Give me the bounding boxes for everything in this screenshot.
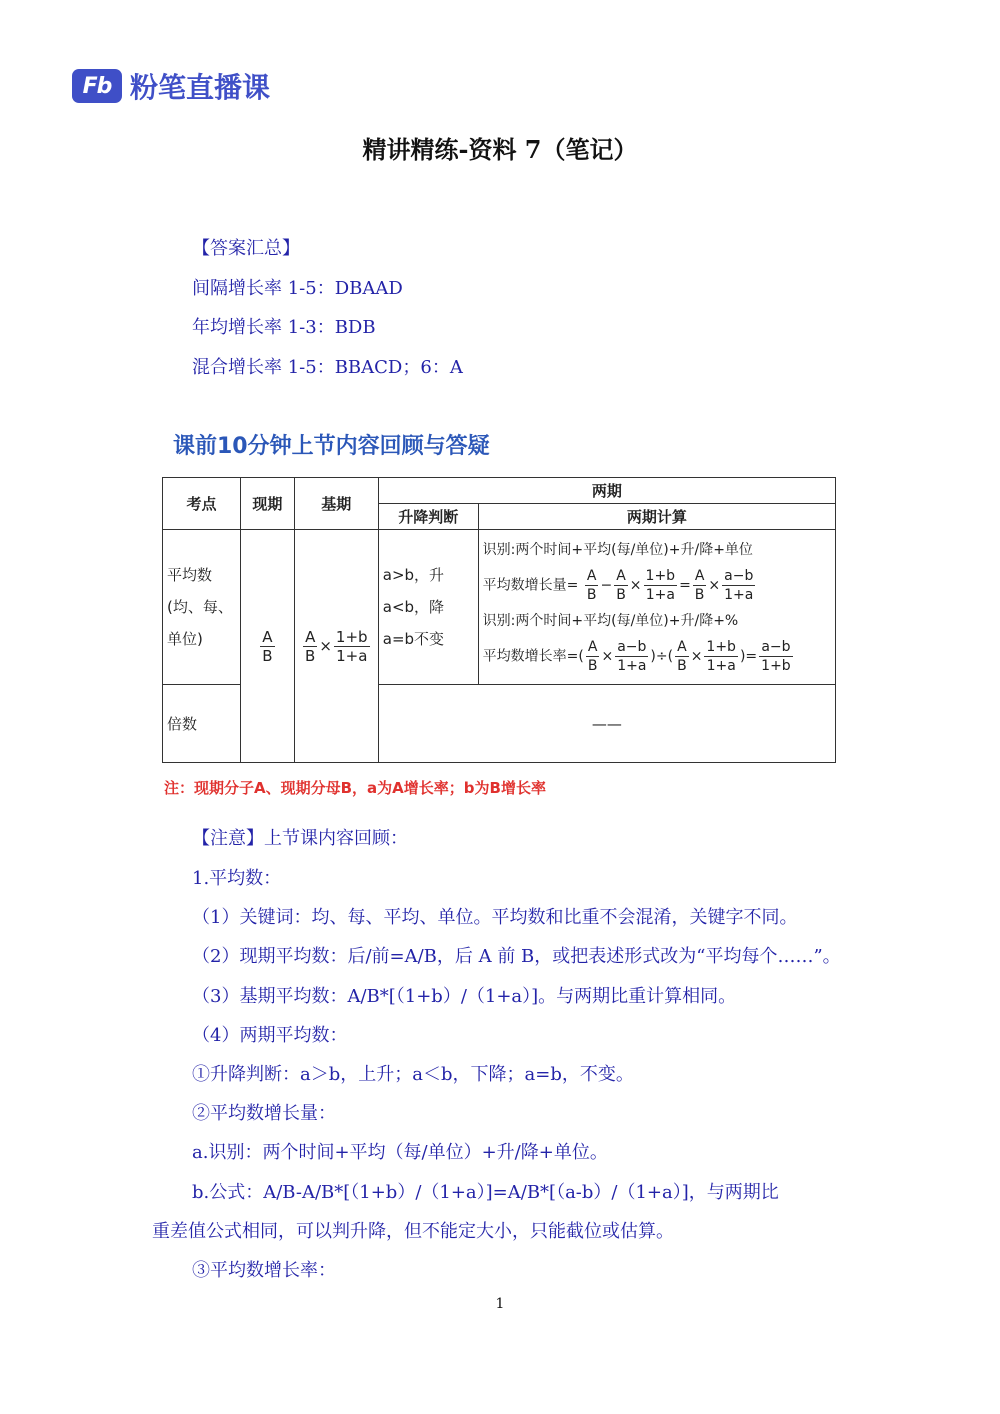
note-line: （1）关键词：均、每、平均、单位。平均数和比重不会混淆，关键字不同。	[192, 907, 798, 928]
frac-den: 1+a	[336, 646, 368, 665]
recap-table	[162, 477, 836, 763]
frac-num: 1+b	[335, 627, 368, 646]
header-kaodian: 考点	[163, 478, 241, 530]
answers-heading: 【答案汇总】	[192, 238, 300, 259]
header-shengjiang: 升降判断	[378, 504, 478, 530]
note-line: ③平均数增长率：	[192, 1260, 336, 1281]
note-line: 重差值公式相同，可以判升降，但不能定大小，只能截位或估算。	[152, 1221, 674, 1242]
note-line: a.识别：两个时间+平均（每/单位）+升/降+单位。	[192, 1142, 608, 1163]
row-multiple-label: 倍数	[163, 685, 241, 763]
frac-num: A	[303, 628, 317, 647]
header-xianqi: 现期	[240, 478, 294, 530]
cell-xianqi	[240, 530, 294, 763]
note-line: ②平均数增长量：	[192, 1103, 336, 1124]
times-sign: ×	[319, 636, 332, 655]
brand-name: 粉笔直播课	[130, 71, 271, 104]
formula-label: 平均数增长量=	[482, 577, 579, 594]
note-line: （3）基期平均数：A/B*[（1+b）/（1+a）]。与两期比重计算相同。	[192, 986, 737, 1007]
recap-figure	[160, 425, 850, 810]
calc-formula-increment: 平均数增长量= $\frac{A}{B}$ − $\frac{A}{B}$ × $\frac{1+b}{1+a}$ = $\frac{A}{B}$ × $\frac{a-b}{1+a}$	[482, 568, 754, 603]
page-title: 精讲精练-资料 7（笔记）	[362, 135, 638, 164]
header-liangqi: 两期	[378, 478, 835, 504]
note-line: （4）两期平均数：	[192, 1025, 348, 1046]
answer-line: 间隔增长率 1-5：DBAAD	[192, 278, 403, 299]
cell-liangqi-calc	[478, 530, 835, 685]
note-line: ①升降判断：a＞b，上升；a＜b，下降；a=b，不变。	[192, 1064, 634, 1085]
figure-heading: 课前10分钟上节内容回顾与答疑	[173, 434, 490, 459]
cell-jiqi	[294, 530, 378, 763]
header-jiqi: 基期	[294, 478, 378, 530]
fraction-growth	[334, 628, 370, 665]
page-number: 1	[495, 1296, 505, 1312]
fraction-a-over-b	[260, 628, 274, 665]
header-jisuan: 两期计算	[478, 504, 835, 530]
note-line: b.公式：A/B-A/B*[（1+b）/（1+a）]=A/B*[（a-b）/（1+a）]，与两期比	[192, 1182, 779, 1203]
frac-num: A	[260, 628, 274, 647]
cell-multiple-dash: ——	[378, 685, 835, 763]
answer-line: 混合增长率 1-5：BBACD；6：A	[192, 357, 463, 378]
formula-label: 平均数增长率=	[482, 648, 579, 665]
calc-identify-1: 识别:两个时间+平均(每/单位)+升/降+单位	[482, 542, 753, 558]
note-line: 1.平均数：	[192, 868, 282, 889]
fraction-a-over-b	[303, 628, 317, 665]
figure-note: 注：现期分子A、现期分母B，a为A增长率；b为B增长率	[164, 779, 546, 797]
calc-identify-2: 识别:两个时间+平均(每/单位)+升/降+%	[482, 613, 739, 629]
calc-formula-rate: 平均数增长率=( $\frac{A}{B}$ × $\frac{a-b}{1+a}$ )÷( $\frac{A}{B}$ × $\frac{1+b}{1+a}$ )= $\frac{a-b}{1+b}$	[482, 639, 791, 674]
frac-den: B	[305, 646, 316, 665]
note-line: （2）现期平均数：后/前=A/B，后 A 前 B，或把表述形式改为“平均每个……”。	[192, 946, 841, 967]
frac-den: B	[262, 646, 273, 665]
notes-heading: 【注意】上节课内容回顾：	[192, 828, 408, 849]
row-average-label: 平均数 (均、每、 单位)	[163, 530, 241, 685]
brand-logo	[72, 66, 270, 106]
fb-logo-icon: Fb	[72, 69, 122, 103]
cell-shengjiang: a>b，升 a<b，降 a=b不变	[378, 530, 478, 685]
answer-line: 年均增长率 1-3：BDB	[192, 317, 376, 338]
